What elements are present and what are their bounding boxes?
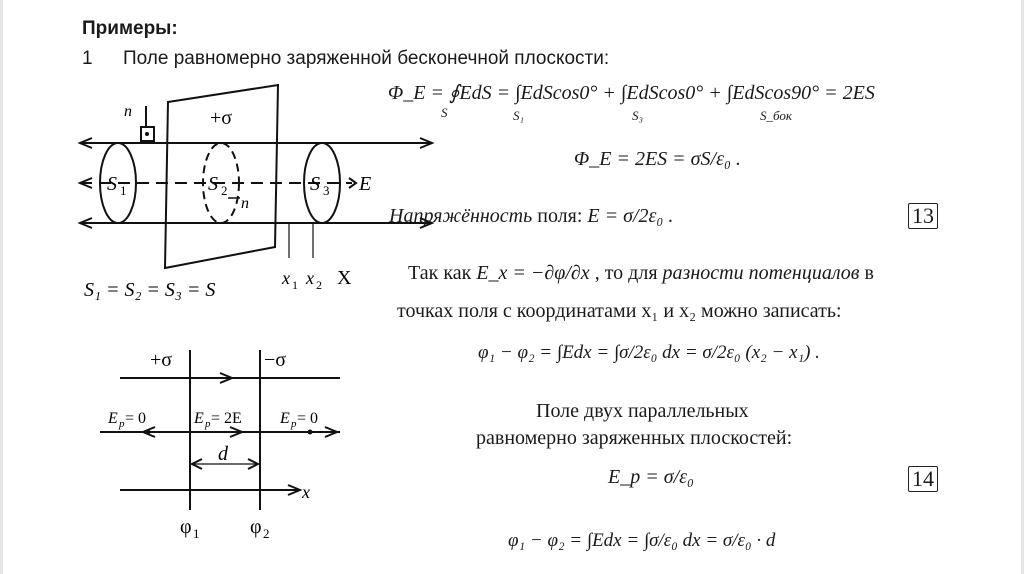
axis-x-label: X [337, 267, 352, 289]
svg-text:S: S [310, 173, 320, 195]
since-line: Так как E_x = −∂φ/∂x , то для разности потенциалов в [408, 262, 874, 284]
flux-limit-s3: S₃ [632, 108, 644, 123]
svg-text:x: x [306, 268, 314, 288]
equation-number-13: 13 [908, 203, 938, 229]
svg-text:φ: φ [180, 516, 192, 538]
svg-text:p: p [119, 418, 125, 430]
svg-text:−σ: −σ [264, 349, 287, 371]
flux-limit-s1: S₁ [513, 108, 525, 123]
left-frame-border [0, 0, 3, 574]
tension-label: Напряжённость поля: E = σ/2ε₀ . [389, 205, 674, 227]
svg-text:1: 1 [193, 526, 200, 541]
two-planes-diagram [100, 340, 360, 550]
example-heading: Поле равномерно заряженной бесконечной плоскости: [123, 48, 610, 69]
svg-text:= 2E: = 2E [211, 410, 242, 427]
field-e-label: E [359, 173, 372, 195]
potential-difference-formula: φ₁ − φ₂ = ∫Edx = ∫σ/2ε₀ dx = σ/2ε₀ (x₂ − x₁) . [478, 342, 820, 363]
svg-text:E: E [108, 410, 118, 427]
svg-text:2: 2 [263, 526, 270, 541]
svg-text:n: n [241, 195, 249, 212]
svg-text:φ: φ [250, 516, 262, 538]
svg-text:S: S [208, 173, 218, 195]
equation-number-14: 14 [908, 466, 938, 492]
points-line: точках поля с координатами x₁ и x₂ можно записать: [397, 300, 842, 322]
example-number: 1 [82, 48, 93, 69]
svg-text:3: 3 [323, 183, 330, 198]
svg-text:E: E [194, 410, 204, 427]
two-planes-heading-2: равномерно заряженных плоскостей: [476, 427, 793, 449]
surface-equality: S₁ = S₂ = S₃ = S [84, 279, 216, 301]
svg-text:= 0: = 0 [125, 410, 147, 427]
svg-text:x: x [282, 268, 290, 288]
flux-limit-sbok: S_бок [760, 108, 792, 123]
svg-text:2: 2 [221, 183, 228, 198]
svg-text:1: 1 [292, 278, 298, 292]
svg-text:p: p [291, 418, 297, 430]
svg-text:d: d [218, 443, 228, 465]
svg-text:+σ: +σ [150, 349, 173, 371]
two-planes-heading-1: Поле двух параллельных [536, 400, 749, 422]
svg-text:E: E [280, 410, 290, 427]
flux-limit-s: S [441, 105, 448, 120]
ep-formula: E_p = σ/ε₀ [608, 466, 694, 488]
plus-sigma-label: +σ [210, 107, 233, 129]
flux-formula: Φ_E = ∮EdS = ∫EdScos0° + ∫EdScos0° + ∫EdScos90° = 2ES [388, 82, 875, 104]
normal-label: n [124, 103, 132, 120]
svg-text:2: 2 [316, 278, 322, 292]
potential-difference-formula-2: φ₁ − φ₂ = ∫Edx = ∫σ/ε₀ dx = σ/ε₀ · d [508, 530, 776, 551]
svg-text:= 0: = 0 [297, 410, 319, 427]
plane-cylinder-diagram [70, 80, 450, 310]
svg-text:p: p [205, 418, 211, 430]
slide-title: Примеры: [82, 18, 178, 39]
svg-text:1: 1 [120, 183, 127, 198]
svg-text:S: S [107, 173, 117, 195]
flux-result: Φ_E = 2ES = σS/ε₀ . [574, 148, 741, 170]
svg-text:x: x [302, 482, 310, 502]
